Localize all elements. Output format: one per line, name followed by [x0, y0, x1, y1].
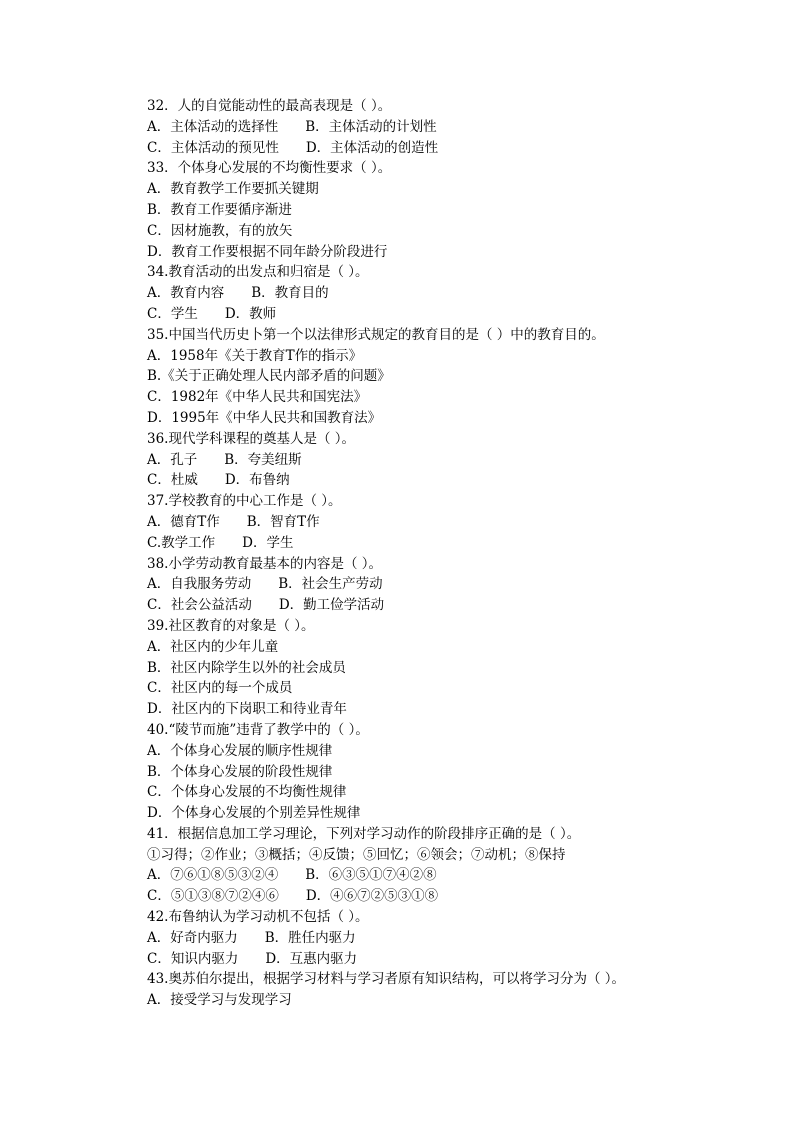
text-line: 33．个体身心发展的不均衡性要求（ ）。 — [147, 160, 392, 177]
text-line: D．个体身心发展的个别差异性规律 — [147, 805, 361, 822]
text-line: 34.教育活动的出发点和归宿是（ ）。 — [147, 264, 369, 281]
text-line: 37.学校教育的中心工作是（ ）。 — [147, 493, 342, 510]
text-line: 36.现代学科课程的奠基人是（ ）。 — [147, 430, 356, 447]
text-line: A．接受学习与发现学习 — [147, 992, 292, 1009]
text-line: C.教学工作 D．学生 — [147, 534, 294, 551]
text-line: C．社会公益活动 D．勤工俭学活动 — [147, 597, 385, 614]
text-line: A．⑦⑥①⑧⑤③②④ B．⑥③⑤①⑦④②⑧ — [147, 867, 437, 884]
text-line: A．孔子 B．夸美纽斯 — [147, 451, 302, 468]
text-line: B．教育工作要循序渐进 — [147, 201, 292, 218]
text-line: B.《关于正确处理人民内部矛盾的问题》 — [147, 368, 391, 385]
text-line: C．个体身心发展的不均衡性规律 — [147, 784, 347, 801]
question-list — [147, 96, 707, 1011]
text-line: D．教育工作要根据不同年龄分阶段进行 — [147, 243, 388, 260]
text-line: 41．根据信息加工学习理论，下列对学习动作的阶段排序正确的是（ ）。 — [147, 825, 581, 842]
text-line: 39.社区教育的对象是（ ）。 — [147, 617, 315, 634]
text-line: C．⑤①③⑧⑦②④⑥ D．④⑥⑦②⑤③①⑧ — [147, 888, 439, 905]
text-line: 43.奥苏伯尔提出，根据学习材料与学习者原有知识结构，可以将学习分为（ ）。 — [147, 971, 626, 988]
text-line: C．杜威 D．布鲁纳 — [147, 472, 290, 489]
text-line: A．个体身心发展的顺序性规律 — [147, 742, 333, 759]
text-line: D．1995年《中华人民共和国教育法》 — [147, 409, 382, 426]
text-line: A．主体活动的选择性 B．主体活动的计划性 — [147, 118, 437, 135]
text-line: 42.布鲁纳认为学习动机不包括（ ）。 — [147, 909, 369, 926]
text-line: C．主体活动的预见性 D．主体活动的创造性 — [147, 139, 439, 156]
text-line: A．德育T作 B．智育T作 — [147, 513, 320, 530]
text-line: 38.小学劳动教育最基本的内容是（ ）。 — [147, 555, 383, 572]
text-line: C．社区内的每一个成员 — [147, 680, 293, 697]
text-line: C．因材施教，有的放矢 — [147, 222, 293, 239]
text-line: B．个体身心发展的阶段性规律 — [147, 763, 333, 780]
text-line: D．社区内的下岗职工和待业青年 — [147, 701, 347, 718]
text-line: C．1982年《中华人民共和国宪法》 — [147, 389, 368, 406]
text-line: 35.中国当代历史卜第一个以法律形式规定的教育目的是（ ）中的教育目的。 — [147, 326, 605, 343]
text-line: A．自我服务劳动 B．社会生产劳动 — [147, 576, 383, 593]
text-line: C．知识内驱力 D．互惠内驱力 — [147, 950, 358, 967]
text-line: A．社区内的少年儿童 — [147, 638, 279, 655]
text-line: C．学生 D．教师 — [147, 305, 277, 322]
text-line: 40.“陵节而施”违背了教学中的（ ）。 — [147, 721, 369, 738]
text-line: ①习得；②作业；③概括；④反馈；⑤回忆；⑥领会；⑦动机；⑧保持 — [147, 846, 566, 863]
text-line: A．好奇内驱力 B．胜任内驱力 — [147, 929, 356, 946]
text-line: B．社区内除学生以外的社会成员 — [147, 659, 346, 676]
text-line: A．1958年《关于教育T作的指示》 — [147, 347, 363, 364]
text-line: A．教育教学工作要抓关键期 — [147, 181, 319, 198]
text-line: A．教育内容 B．教育目的 — [147, 285, 329, 302]
text-line: 32．人的自觉能动性的最高表现是（ ）。 — [147, 98, 392, 114]
